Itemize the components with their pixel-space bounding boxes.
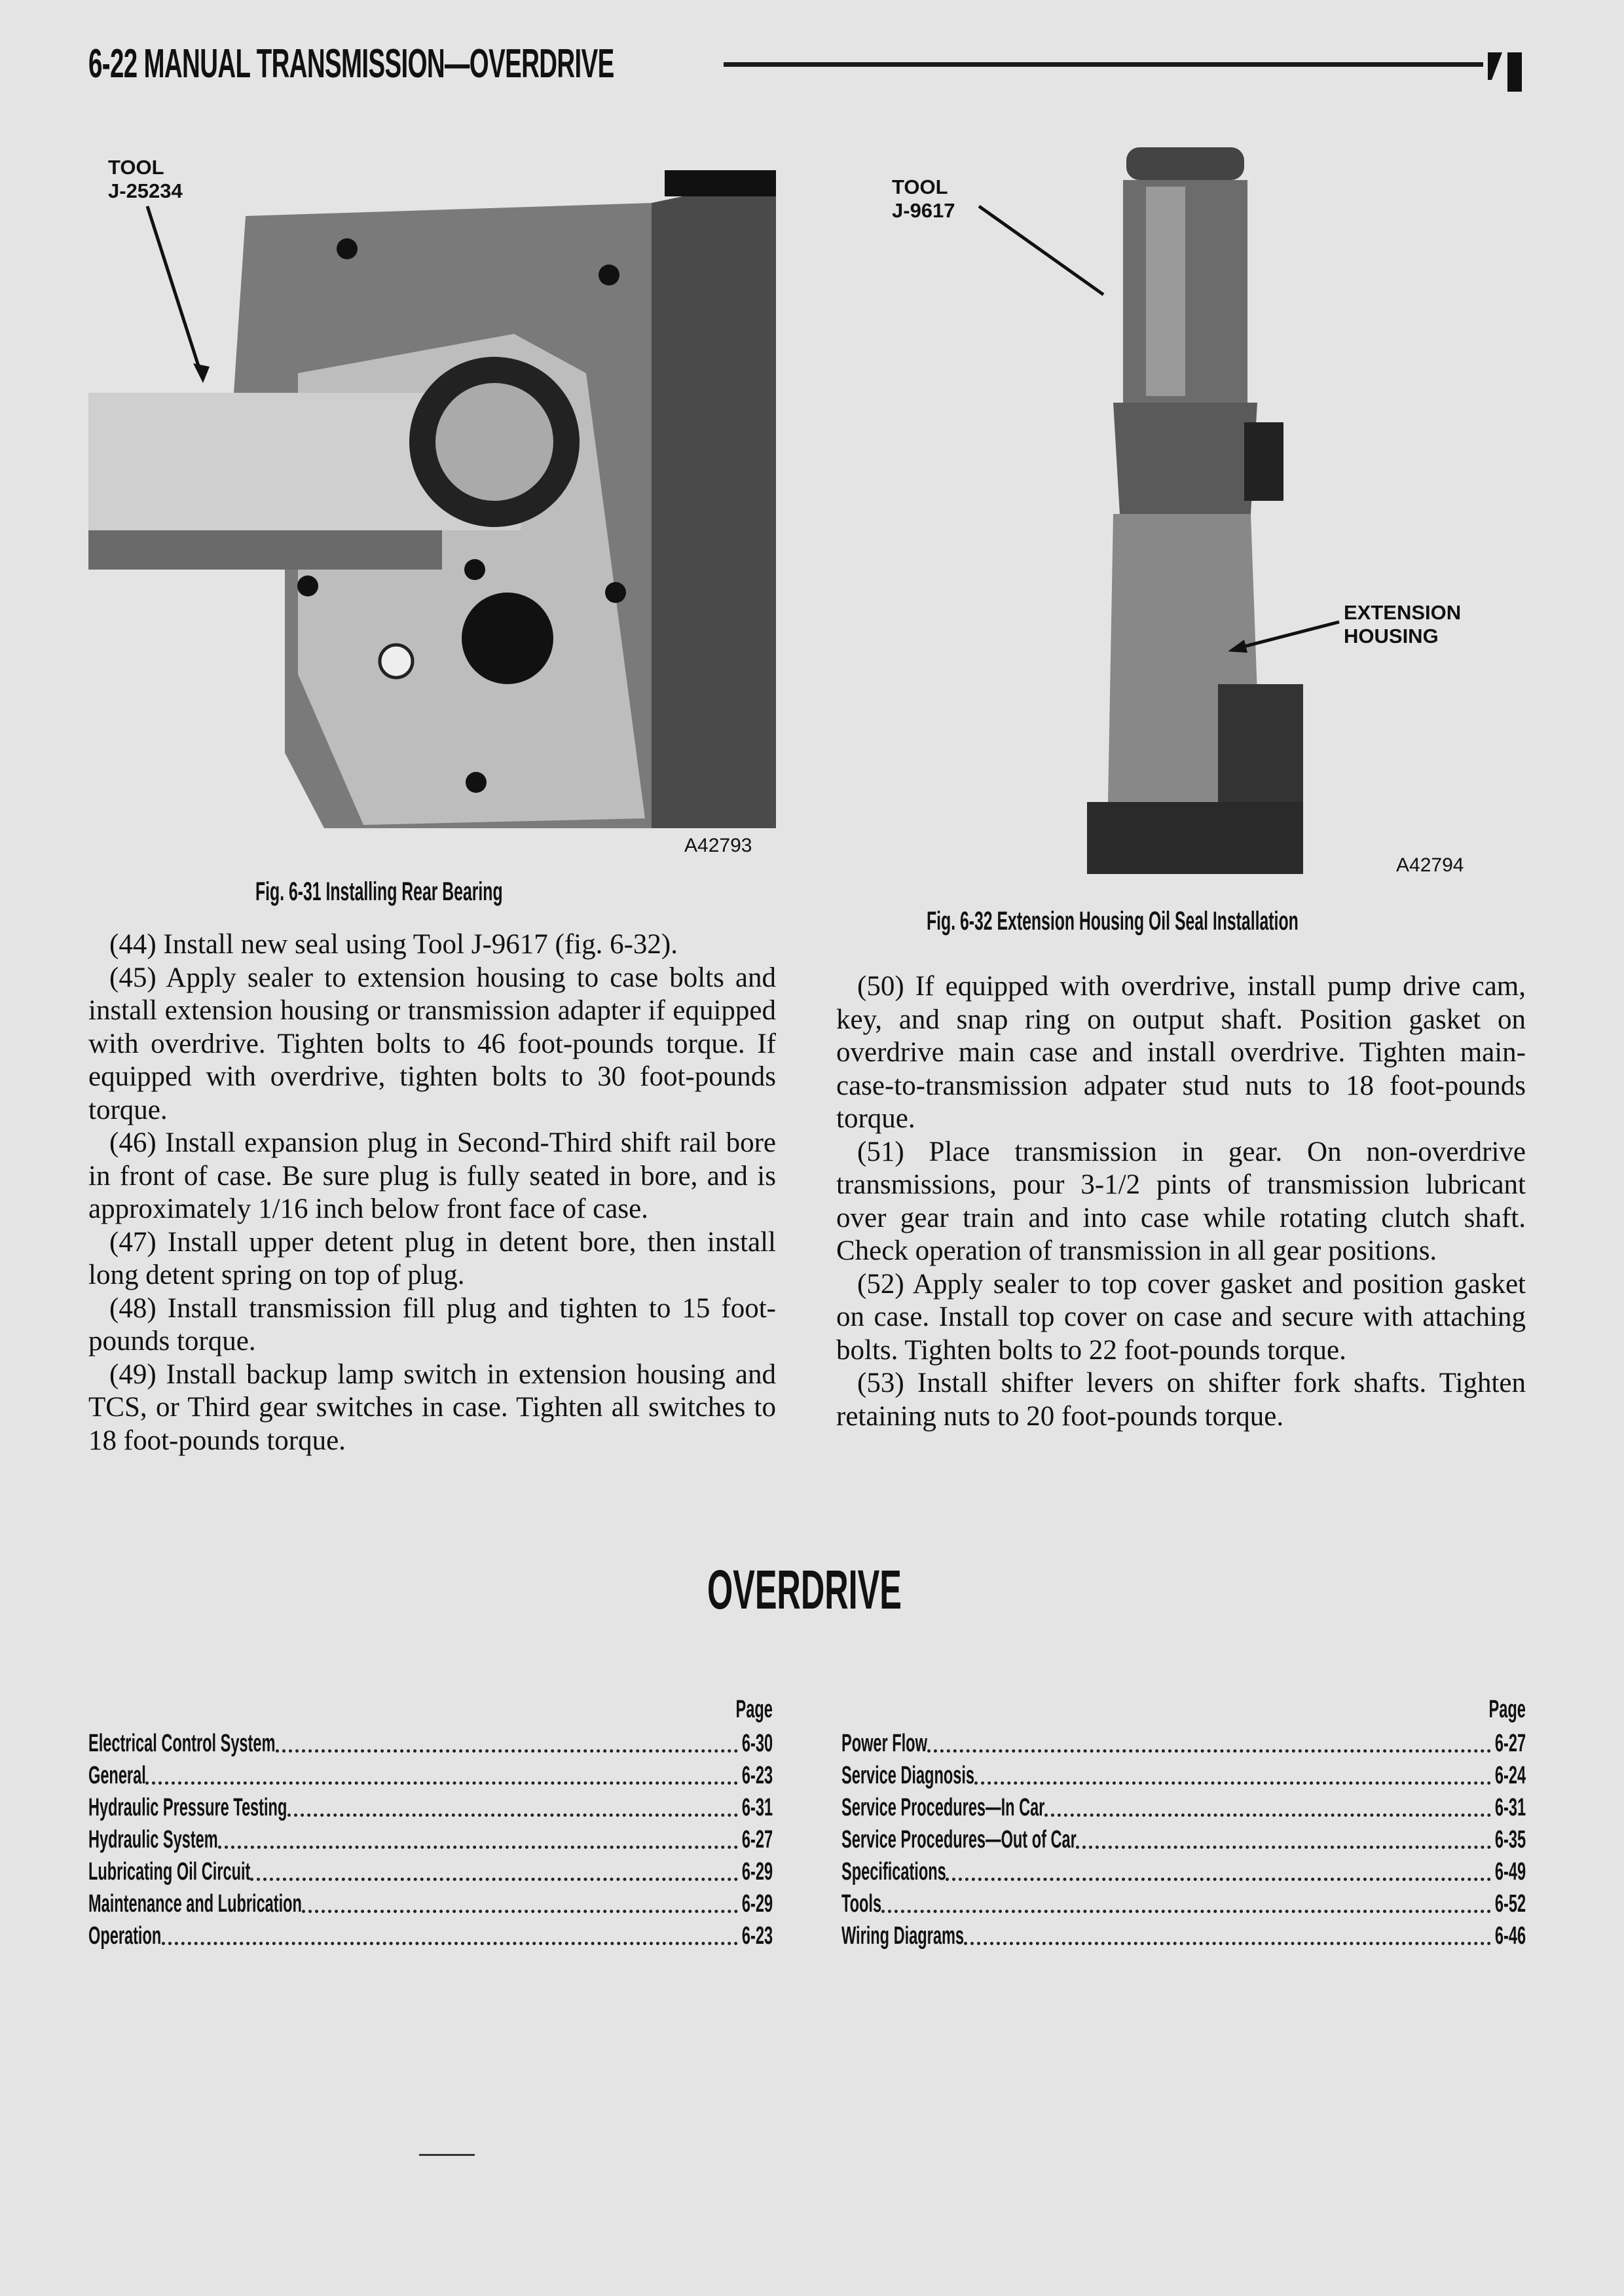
- index-entry-label: Service Diagnosis: [841, 1762, 974, 1789]
- index-entry-label: Tools: [841, 1890, 882, 1918]
- index-entry-label: Lubricating Oil Circuit: [88, 1858, 251, 1886]
- callout-line-1: TOOL: [892, 175, 948, 198]
- index-left: [88, 1696, 773, 1950]
- dot-leader: [250, 1878, 737, 1881]
- page-column-header: Page: [735, 1696, 773, 1723]
- index-entry-label: Service Procedures—In Car: [841, 1794, 1045, 1821]
- step-50: (50) If equipped with overdrive, install pump drive cam, key, and snap ring on output shaft. Position gasket on overdrive main case and install overdrive. Tighten main-case-to-transmission adpater stud nuts to 18 foot-pounds torque.: [836, 971, 1526, 1134]
- callout-line-1: EXTENSION: [1344, 601, 1462, 624]
- step-51: (51) Place transmission in gear. On non-overdrive transmissions, pour 3-1/2 pints of transmission lubricant over gear train and into case while rotating clutch shaft. Check operation of transmission in all gear positions.: [836, 1136, 1526, 1266]
- index-entry-page: 6-46: [1494, 1922, 1526, 1950]
- step-45: (45) Apply sealer to extension housing to case bolts and install extension housing or transmission adapter if equipped with overdrive. Tighten bolts to 46 foot-pounds torque. If equipped with overdrive, tighten bolts to 30 foot-pounds torque.: [88, 962, 776, 1125]
- index-entry: [88, 1758, 773, 1790]
- index-entry-label: Power Flow: [841, 1730, 927, 1757]
- callout-arrow-icon: [976, 203, 1120, 301]
- index-entry-label: Service Procedures—Out of Car: [841, 1826, 1077, 1853]
- index-entry-page: 6-27: [741, 1826, 773, 1853]
- right-column-text: [836, 970, 1526, 1433]
- index-entry: [841, 1758, 1526, 1790]
- index-entry-page: 6-30: [741, 1730, 773, 1757]
- index-entry: [841, 1854, 1526, 1886]
- index-entry-page: 6-23: [741, 1762, 773, 1789]
- index-entry: [841, 1790, 1526, 1822]
- callout-extension-housing: [1344, 601, 1461, 648]
- callout-line-2: J-25234: [108, 179, 183, 202]
- index-entry-label: Specifications: [841, 1858, 946, 1886]
- index-entry-page: 6-27: [1494, 1730, 1526, 1757]
- callout-line-1: TOOL: [108, 156, 164, 179]
- figure-caption: Fig. 6-32 Extension Housing Oil Seal Installation: [927, 907, 1299, 936]
- index-entry-label: Hydraulic System: [88, 1826, 218, 1853]
- dot-leader: [964, 1942, 1491, 1945]
- index-entry: [841, 1918, 1526, 1950]
- index-entry-page: 6-49: [1494, 1858, 1526, 1886]
- index-entry-page: 6-31: [1494, 1794, 1526, 1821]
- index-entry: [841, 1726, 1526, 1758]
- index-entry-page: 6-23: [741, 1922, 773, 1950]
- dot-leader: [974, 1781, 1490, 1785]
- callout-arrow-icon: [1225, 619, 1342, 658]
- dot-leader: [1076, 1846, 1490, 1849]
- step-52: (52) Apply sealer to top cover gasket and position gasket on case. Install top cover on case and secure with attaching bolts. Tighten bolts to 22 foot-pounds torque.: [836, 1268, 1526, 1366]
- figure-number: A42793: [684, 835, 752, 856]
- dot-leader: [881, 1910, 1491, 1913]
- index-entry-page: 6-35: [1494, 1826, 1526, 1853]
- header-rule: [724, 62, 1483, 67]
- step-47: (47) Install upper detent plug in detent bore, then install long detent spring on top of plug.: [88, 1226, 776, 1290]
- callout-tool-j25234: [108, 156, 183, 203]
- step-49: (49) Install backup lamp switch in extension housing and TCS, or Third gear switches in case. Tighten all switches to 18 foot-pounds torque.: [88, 1358, 776, 1456]
- dot-leader: [162, 1942, 738, 1945]
- page-column-header: Page: [1488, 1696, 1526, 1723]
- callout-line-2: HOUSING: [1344, 625, 1439, 647]
- dot-leader: [946, 1878, 1490, 1881]
- step-48: (48) Install transmission fill plug and tighten to 15 foot-pounds torque.: [88, 1292, 776, 1357]
- index-entry: [88, 1886, 773, 1918]
- callout-line-2: J-9617: [892, 199, 955, 222]
- left-column-text: [88, 928, 776, 1457]
- dot-leader: [145, 1781, 737, 1785]
- step-46: (46) Install expansion plug in Second-Third shift rail bore in front of case. Be sure plug is fully seated in bore, and is approximately 1/16 inch below front face of case.: [88, 1127, 776, 1224]
- index-entry-label: Hydraulic Pressure Testing: [88, 1794, 287, 1821]
- index-entry-page: 6-24: [1494, 1762, 1526, 1789]
- figure-caption: Fig. 6-31 Installing Rear Bearing: [255, 877, 503, 906]
- dot-leader: [927, 1749, 1491, 1753]
- dot-leader: [302, 1910, 738, 1913]
- index-entry-label: General: [88, 1762, 146, 1789]
- page-header-title: 6-22 MANUAL TRANSMISSION—OVERDRIVE: [88, 41, 614, 86]
- index-right: [841, 1696, 1526, 1950]
- index-entry: [88, 1790, 773, 1822]
- index-entry: [841, 1886, 1526, 1918]
- amc-logo-icon: [1488, 52, 1526, 92]
- index-entry: [841, 1822, 1526, 1854]
- index-entry-label: Electrical Control System: [88, 1730, 276, 1757]
- callout-arrow-icon: [144, 203, 216, 386]
- index-entry: [88, 1822, 773, 1854]
- index-entry-label: Wiring Diagrams: [841, 1922, 964, 1950]
- index-entry: [88, 1854, 773, 1886]
- step-44: (44) Install new seal using Tool J-9617 (fig. 6-32).: [109, 929, 678, 960]
- footer-rule: [419, 2154, 475, 2156]
- index-entry-label: Maintenance and Lubrication: [88, 1890, 302, 1918]
- index-entry-label: Operation: [88, 1922, 162, 1950]
- dot-leader: [1044, 1813, 1491, 1817]
- index-entry-page: 6-29: [741, 1858, 773, 1886]
- index-entry: [88, 1918, 773, 1950]
- step-53: (53) Install shifter levers on shifter fork shafts. Tighten retaining nuts to 20 foot-pounds torque.: [836, 1368, 1526, 1432]
- index-entry-page: 6-29: [741, 1890, 773, 1918]
- dot-leader: [218, 1846, 738, 1849]
- index-entry-page: 6-31: [741, 1794, 773, 1821]
- index-entry-page: 6-52: [1494, 1890, 1526, 1918]
- callout-tool-j9617: [892, 175, 955, 223]
- section-heading: OVERDRIVE: [707, 1559, 902, 1620]
- dot-leader: [276, 1749, 738, 1753]
- index-entry: [88, 1726, 773, 1758]
- dot-leader: [287, 1813, 738, 1817]
- figure-number: A42794: [1396, 854, 1464, 876]
